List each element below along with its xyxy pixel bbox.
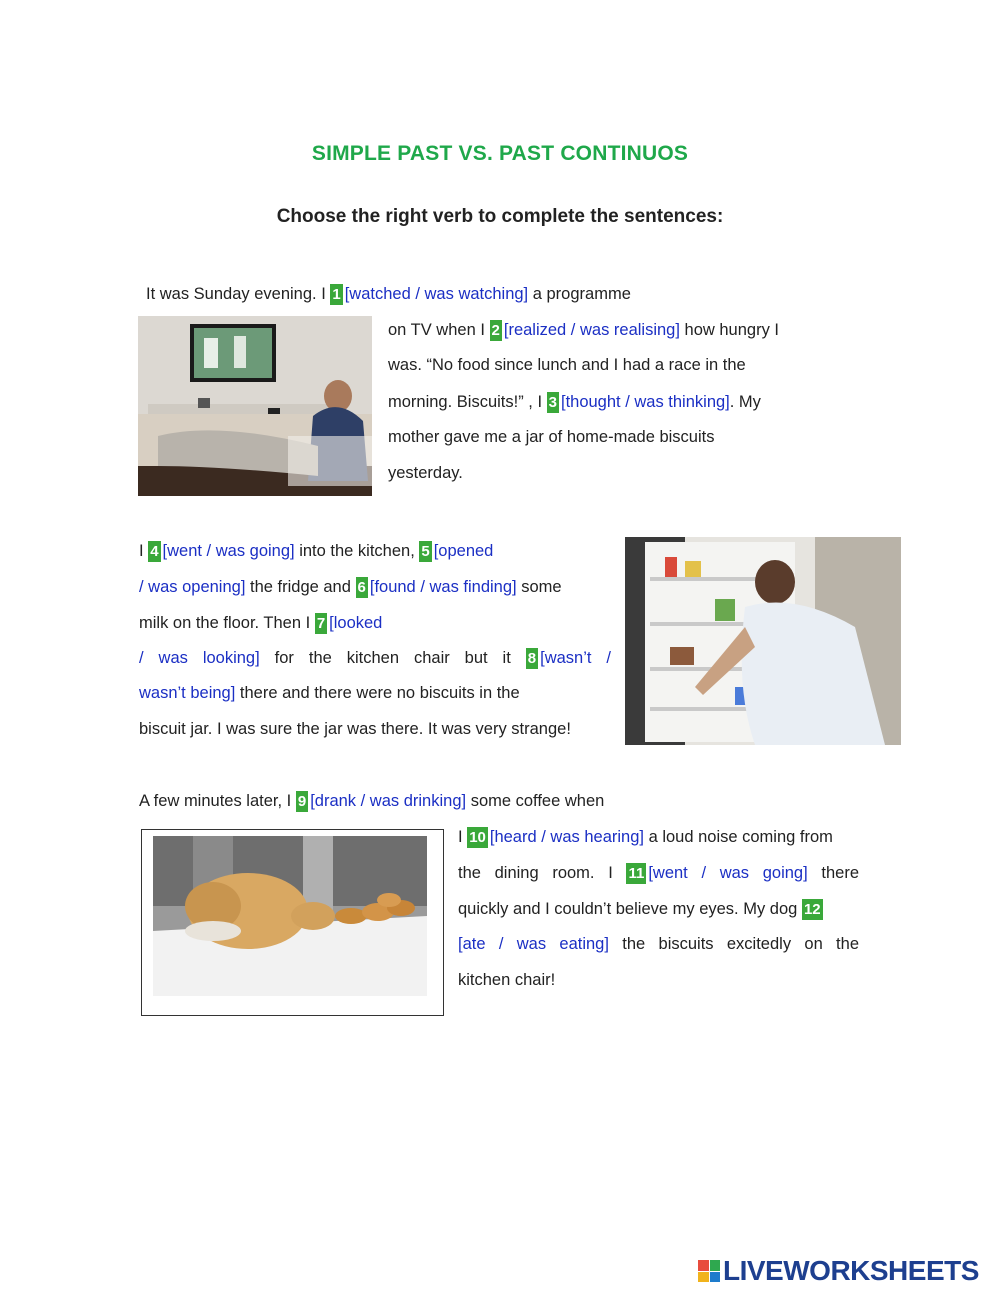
p1-line-4: morning. Biscuits!” , I 3 [thought / was thinking]. My <box>388 393 761 411</box>
answer-choice-6[interactable]: [found / was finding] <box>369 578 517 596</box>
p2-line-2: / was opening] the fridge and 6 [found / was finding] some <box>139 578 562 596</box>
p1-line-1: It was Sunday evening. I 1 [watched / was watching] a programme <box>146 285 631 303</box>
worksheet-instruction: Choose the right verb to complete the sentences: <box>276 206 724 227</box>
answer-choice-3[interactable]: [thought / was thinking] <box>560 393 730 411</box>
question-number-10: 10 <box>469 829 486 846</box>
question-number-4: 4 <box>150 543 159 560</box>
p3-line-6: kitchen chair! <box>458 971 556 989</box>
answer-choice-12[interactable]: [ate / was eating] <box>458 935 609 953</box>
question-number-8: 8 <box>527 650 537 667</box>
answer-choice-5-b[interactable]: / was opening] <box>139 578 246 596</box>
p3-line-5: [ate / was eating] the biscuits excitedly on the <box>458 935 859 953</box>
liveworksheets-logo <box>698 1255 979 1287</box>
answer-choice-7-b[interactable]: / was looking] <box>139 649 260 667</box>
dog-eating-biscuits-image <box>153 836 427 996</box>
answer-choice-1[interactable]: [watched / was watching] <box>344 285 529 303</box>
liveworksheets-logo-icon <box>698 1260 720 1282</box>
p2-line-6: biscuit jar. I was sure the jar was there. It was very strange! <box>139 720 571 738</box>
man-at-fridge-image <box>625 537 901 745</box>
question-number-12: 12 <box>803 901 821 918</box>
question-number-5: 5 <box>421 543 430 560</box>
answer-choice-2[interactable]: [realized / was realising] <box>503 321 680 339</box>
p3-line-2: I 10 [heard / was hearing] a loud noise coming from <box>458 828 833 846</box>
question-number-3: 3 <box>548 394 557 411</box>
answer-choice-5-a[interactable]: [opened <box>433 542 494 560</box>
p3-line-1: A few minutes later, I 9 [drank / was drinking] some coffee when <box>139 792 605 810</box>
p2-line-5: wasn’t being] there and there were no biscuits in the <box>139 684 520 702</box>
p2-line-4: / was looking] for the kitchen chair but it 8 [wasn’t / <box>139 649 611 667</box>
answer-choice-4[interactable]: [went / was going] <box>162 542 295 560</box>
answer-choice-9[interactable]: [drank / was drinking] <box>310 792 467 810</box>
p1-line-5: mother gave me a jar of home-made biscuits <box>388 428 715 446</box>
question-number-9: 9 <box>297 793 307 810</box>
answer-choice-7-a[interactable]: [looked <box>329 614 383 632</box>
p1-line-2: on TV when I 2 [realized / was realising] how hungry I <box>388 321 780 339</box>
p3-line-3: the dining room. I 11 [went / was going] there <box>458 864 859 882</box>
p3-line-4: quickly and I couldn’t believe my eyes. My dog 12 <box>458 900 821 918</box>
man-watching-tv-image <box>138 316 372 496</box>
worksheet-title: SIMPLE PAST VS. PAST CONTINUOS <box>311 142 689 165</box>
answer-choice-8-b[interactable]: wasn’t being] <box>139 684 236 702</box>
question-number-1: 1 <box>332 286 341 303</box>
question-number-6: 6 <box>357 579 366 596</box>
p2-line-3: milk on the floor. Then I 7 [looked <box>139 614 383 632</box>
question-number-7: 7 <box>316 615 326 632</box>
answer-choice-8-a[interactable]: [wasn’t / <box>540 649 611 667</box>
p1-line-3: was. “No food since lunch and I had a race in the <box>388 356 746 374</box>
p2-line-1: I 4 [went / was going] into the kitchen, 5 [opened <box>139 542 494 560</box>
question-number-2: 2 <box>491 322 500 339</box>
dog-image-frame <box>141 829 444 1016</box>
question-number-11: 11 <box>628 865 645 882</box>
liveworksheets-logo-text: LIVEWORKSHEETS <box>723 1255 979 1286</box>
answer-choice-10[interactable]: [heard / was hearing] <box>489 828 644 846</box>
answer-choice-11[interactable]: [went / was going] <box>648 864 808 882</box>
p1-line-6: yesterday. <box>388 464 463 482</box>
